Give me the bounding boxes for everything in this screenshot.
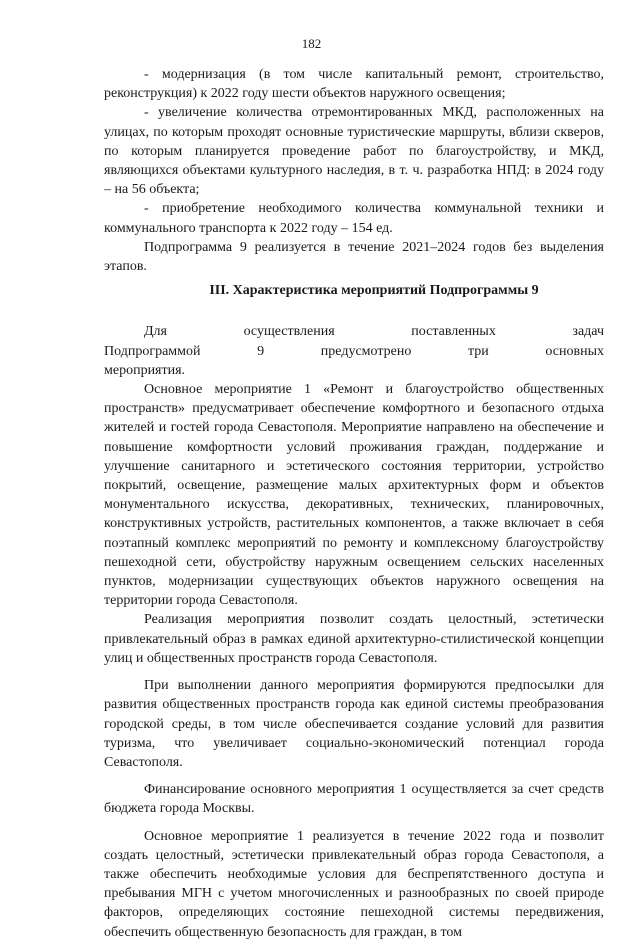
- paragraph-three-measures: Для осуществления поставленных задач Подпрограммой 9 предусмотрено три основных мероприятия.: [104, 324, 604, 378]
- paragraph-mkd-repair: - увеличение количества отремонтированных МКД, расположенных на улицах, по которым проходят основные туристические маршруты, вблизи скверов, по которым планируется проведение работ по благоустройству, и МКД, являющихся объектами культурного наследия, в т. ч. разработка НПД: в 2024 году – на 56 объекта;: [104, 105, 604, 198]
- paragraph-measure-1: Основное мероприятие 1 «Ремонт и благоустройство общественных пространств» предусматривает обеспечение комфортного и безопасного отдыха жителей и гостей города Севастополя. Мероприятие направлено на обеспечение и повышение комфортности условий проживания граждан, поддержание и улучшение санитарного и эстетического состояния территории, устройство покрытий, освещение, размещение малых архитектурных форм и объектов монументального искусства, декоративных, технических, планировочных, конструктивных устройств, растительных компонентов, а также включает в себя поэтапный комплекс мероприятий по ремонту и комплексному благоустройству пешеходной сети, обустройству наружным освещением сельских населенных пунктов, модернизации существующих объектов наружного освещения на территории города Севастополя.: [104, 382, 604, 609]
- paragraph-financing: Финансирование основного мероприятия 1 осуществляется за счет средств бюджета города Москвы.: [104, 782, 604, 817]
- paragraph-prerequisites: При выполнении данного мероприятия формируются предпосылки для развития общественных пространств города как единой системы преобразования городской среды, в том числе обеспечивается создание условий для развития туризма, что увеличивает социально-экономический потенциал города Севастополя.: [104, 678, 604, 770]
- paragraph-implementation: Реализация мероприятия позволит создать целостный, эстетически привлекательный образ в рамках единой архитектурно-стилистической концепции улиц и общественных пространств города Севастополя.: [104, 612, 604, 666]
- document-body: [104, 65, 604, 942]
- section-heading: III. Характеристика мероприятий Подпрограммы 9: [209, 283, 539, 299]
- paragraph-vehicles: - приобретение необходимого количества коммунальной техники и коммунального транспорта к 2022 году – 154 ед.: [104, 201, 604, 236]
- page-number: 182: [301, 36, 322, 51]
- paragraph-measure-1-term: Основное мероприятие 1 реализуется в течение 2022 года и позволит создать целостный, эстетически привлекательный образ города Севастополя, а также обеспечить необходимые условия для беспрепятственного доступа и пребывания МГН с учетом многочисленных и разнообразных по своей природе факторов, определяющих состояние пешеходной системы передвижения, обеспечить общественную безопасность для граждан, в том: [104, 828, 604, 940]
- paragraph-timeline: Подпрограмма 9 реализуется в течение 2021–2024 годов без выделения этапов.: [104, 239, 604, 275]
- paragraph-modernization: - модернизация (в том числе капитальный ремонт, строительство, реконструкция) к 2022 году шести объектов наружного освещения;: [104, 67, 604, 102]
